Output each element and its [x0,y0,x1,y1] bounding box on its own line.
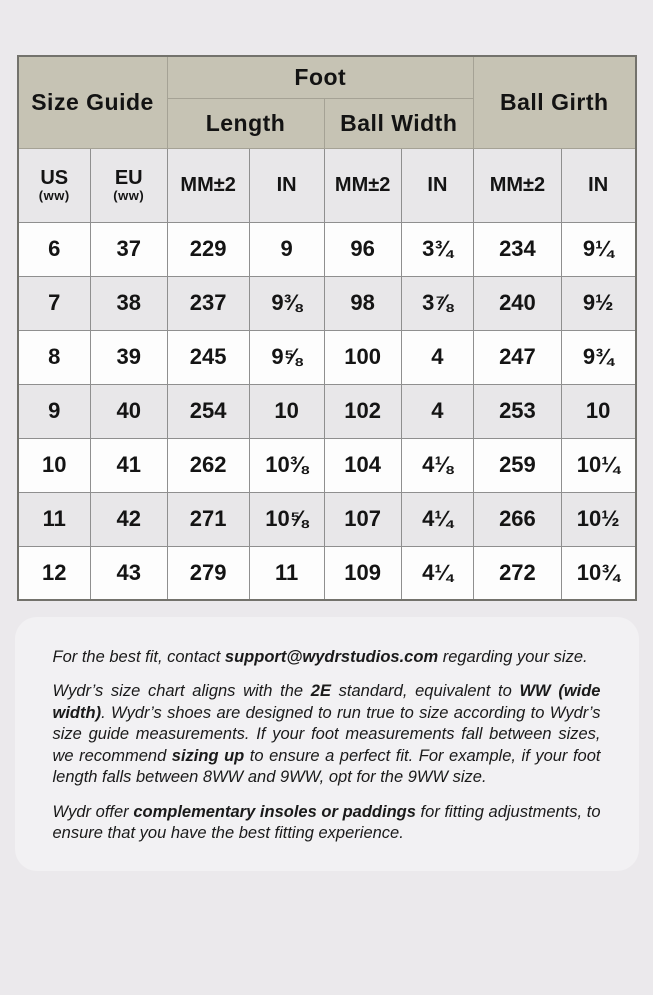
note-paragraph [53,681,601,788]
ball-girth-header: Ball Girth [474,56,636,148]
size-cell: 272 [474,546,562,600]
size-cell: 102 [324,384,401,438]
size-cell: 10⅝ [249,492,324,546]
column-header-row [18,148,636,222]
size-cell: 253 [474,384,562,438]
size-cell: 109 [324,546,401,600]
note-text: for fitting adjustments, to ensure that you have the best fitting experience. [52,802,601,843]
size-cell: 6 [18,222,91,276]
note-text: For the best fit, contact [52,648,225,666]
size-cell: 4¼ [401,492,473,546]
size-cell: 10¾ [561,546,635,600]
size-table-body [18,222,636,600]
size-cell: 262 [167,438,249,492]
size-cell: 37 [90,222,167,276]
size-cell: 10 [249,384,324,438]
note-bold-text: sizing up [171,746,245,765]
table-row [18,384,636,438]
size-cell: 96 [324,222,401,276]
size-cell: 271 [167,492,249,546]
size-cell: 229 [167,222,249,276]
size-cell: 247 [474,330,562,384]
size-cell: 234 [474,222,562,276]
note-text: to ensure a perfect fit. For example, if your foot length falls between 8WW and 9WW, opt for the 9WW size. [52,746,601,787]
size-cell: 254 [167,384,249,438]
size-cell: 39 [90,330,167,384]
table-row [18,492,636,546]
col-header-eu [90,148,167,222]
table-row [18,276,636,330]
table-row [18,546,636,600]
col-header-sub: (ww) [38,187,70,203]
size-cell: 43 [90,546,167,600]
length-header: Length [167,98,324,148]
size-cell: 11 [249,546,324,600]
size-cell: 9¼ [561,222,635,276]
size-cell: 11 [18,492,91,546]
size-cell: 10⅜ [249,438,324,492]
note-paragraph [53,647,601,668]
col-header-ballgirth-in: IN [561,148,635,222]
note-text: Wydr offer [52,802,134,821]
col-header-ballwidth-in: IN [401,148,473,222]
size-cell: 4¼ [401,546,473,600]
size-cell: 9 [249,222,324,276]
table-row [18,330,636,384]
col-header-length-in: IN [249,148,324,222]
note-text: . Wydr’s shoes are designed to run true to size according to Wydr’s size guide measurements. If your foot measurements fall between sizes, we recommend [52,703,601,765]
note-paragraph [53,802,601,845]
note-bold-text: WW (wide width) [52,682,601,722]
size-cell: 107 [324,492,401,546]
size-cell: 9½ [561,276,635,330]
size-guide-header: Size Guide [18,56,168,148]
col-header-label: EU [114,166,143,189]
note-bold-text: 2E [310,682,331,701]
size-cell: 38 [90,276,167,330]
ball-width-header: Ball Width [324,98,474,148]
size-cell: 42 [90,492,167,546]
size-cell: 100 [324,330,401,384]
note-text: regarding your size. [438,648,588,666]
col-header-ballgirth-mm: MM±2 [474,148,562,222]
size-cell: 4⅛ [401,438,473,492]
size-cell: 3⅞ [401,276,473,330]
foot-header: Foot [167,56,474,98]
note-text: standard, equivalent to [330,682,520,701]
note-bold-text: complementary insoles or paddings [133,802,416,821]
col-header-ballwidth-mm: MM±2 [324,148,401,222]
size-cell: 9⅜ [249,276,324,330]
size-cell: 7 [18,276,91,330]
size-cell: 259 [474,438,562,492]
size-cell: 12 [18,546,91,600]
col-header-us [18,148,91,222]
size-cell: 10¼ [561,438,635,492]
header-group-row [18,56,636,98]
size-cell: 279 [167,546,249,600]
size-cell: 9⅝ [249,330,324,384]
size-cell: 266 [474,492,562,546]
size-cell: 10 [18,438,91,492]
fit-notes-box [15,617,639,871]
col-header-label: US [40,166,69,189]
fit-notes-paragraphs [53,647,601,845]
note-text: Wydr’s size chart aligns with the [52,682,311,701]
size-cell: 40 [90,384,167,438]
col-header-sub: (ww) [113,187,145,203]
size-cell: 98 [324,276,401,330]
size-cell: 10½ [561,492,635,546]
note-bold-text: support@wydrstudios.com [224,648,439,666]
size-cell: 237 [167,276,249,330]
size-cell: 245 [167,330,249,384]
size-cell: 240 [474,276,562,330]
size-cell: 4 [401,330,473,384]
size-cell: 3¾ [401,222,473,276]
size-cell: 41 [90,438,167,492]
table-row [18,438,636,492]
size-cell: 9¾ [561,330,635,384]
size-cell: 9 [18,384,91,438]
table-row [18,222,636,276]
size-cell: 4 [401,384,473,438]
size-guide-page [0,55,653,995]
size-guide-table-container [17,55,637,601]
size-cell: 104 [324,438,401,492]
size-cell: 8 [18,330,91,384]
col-header-length-mm: MM±2 [167,148,249,222]
size-guide-table [17,55,637,601]
size-cell: 10 [561,384,635,438]
